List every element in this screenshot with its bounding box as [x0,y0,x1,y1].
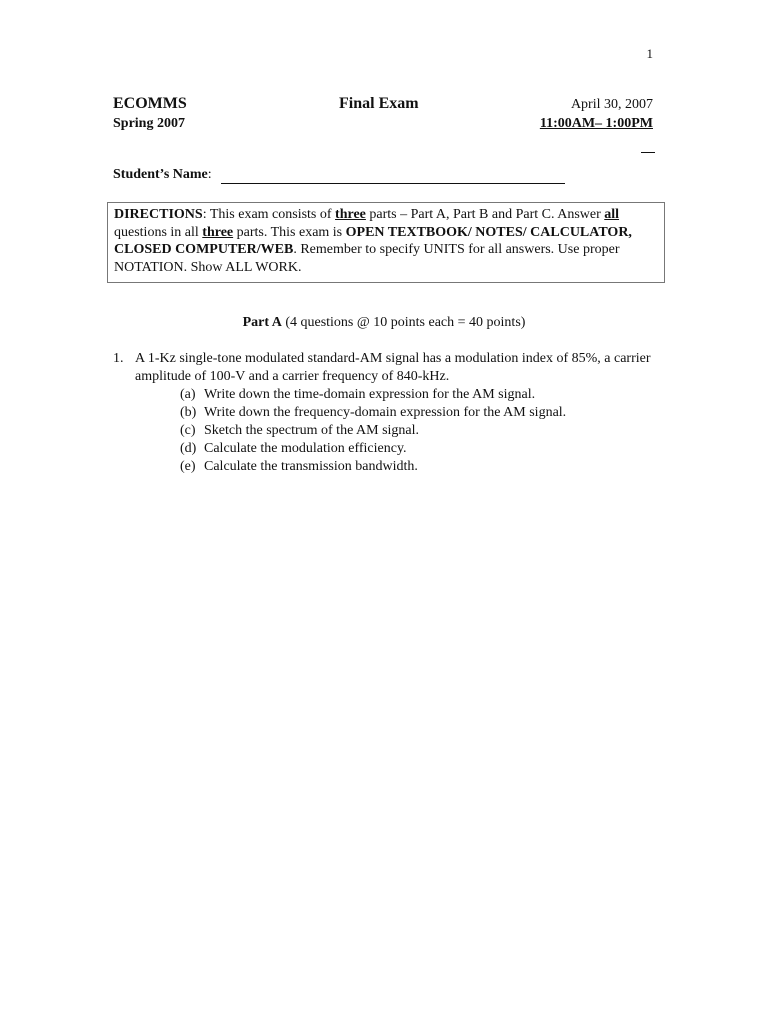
directions-text-5: . Remember to specify UNITS for all answers. Use proper NOTATION. Show ALL WORK. [114,242,620,275]
subpart-text: Sketch the spectrum of the AM signal. [204,423,420,438]
page-number: 1 [646,46,653,61]
subpart-label: (a) [180,387,196,402]
subpart-text: Write down the time-domain expression for the AM signal. [204,387,536,402]
directions-three-1: three [335,207,366,222]
subpart-label: (e) [180,459,196,474]
directions-open-book: OPEN TEXTBOOK/ NOTES/ CALCULATOR, CLOSED COMPUTER/WEB [114,224,632,257]
directions-all: all [604,207,620,222]
exam-date: April 30, 2007 [570,97,653,112]
directions-label: DIRECTIONS [114,207,203,222]
question-1 [113,350,658,386]
directions-text-4: parts. This exam is [233,224,346,240]
subpart-label: (d) [180,441,197,456]
student-name-label-text: Student’s Name [113,167,208,182]
subpart-e [180,458,566,476]
student-name-colon: : [207,167,212,182]
student-name-label [113,167,212,183]
subpart-d [180,440,566,458]
question-text: A 1-Kz single-tone modulated standard-AM signal has a modulation index of 85%, a carrier amplitude of 100-V and a carrier frequency of 840-kHz. [135,351,651,384]
directions-three-2: three [202,224,234,240]
subpart-c [180,422,566,440]
course-title: ECOMMS [113,95,187,112]
part-a-label: Part A [242,315,282,330]
question-1-subparts [180,386,566,476]
subpart-label: (c) [180,423,196,438]
directions-box [107,202,665,283]
directions-text-3: questions in all [114,224,203,240]
subpart-label: (b) [180,405,197,420]
directions-text-2: parts – Part A, Part B and Part C. Answer [365,207,605,222]
subpart-b [180,404,566,422]
exam-time: 11:00AM– 1:00PM [539,116,653,131]
subpart-text: Calculate the modulation efficiency. [204,441,407,456]
short-rule [641,152,655,153]
directions-text-1: : This exam consists of [202,207,336,222]
subpart-text: Write down the frequency-domain expression for the AM signal. [204,405,567,420]
exam-term: Spring 2007 [113,116,185,131]
part-a-heading [0,315,768,331]
part-a-desc: (4 questions @ 10 points each = 40 points) [281,315,526,330]
question-number: 1. [113,351,124,366]
subpart-text: Calculate the transmission bandwidth. [204,459,418,474]
exam-title: Final Exam [339,95,419,112]
subpart-a [180,386,566,404]
student-name-line [221,183,565,184]
